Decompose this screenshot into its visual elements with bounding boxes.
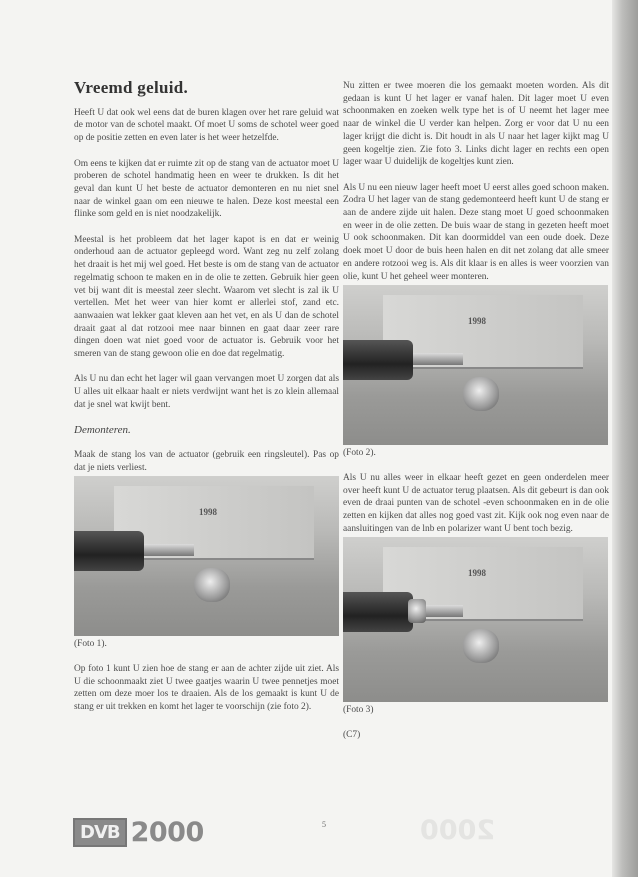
bleed-through-logo: 2000: [420, 815, 496, 846]
photo-caption: (Foto 3): [343, 705, 374, 716]
article-title: Vreemd geluid.: [74, 78, 189, 97]
photo-3: [343, 537, 608, 702]
paragraph: Heeft U dat ook wel eens dat de buren klagen over het rare geluid wat de motor van de schotel maakt. Of moet U soms de schotel weer goed op de positie zetten en even later is het weer hetzelfde.: [74, 107, 339, 144]
left-column: [74, 78, 339, 727]
photo-caption: (Foto 1).: [74, 639, 107, 650]
paragraph: Nu zitten er twee moeren die los gemaakt moeten worden. Als dit gedaan is kunt U het lager er vanaf halen. Dit lager moet U even schoonmaken en zoeken welk type het is of U neemt het lager mee naar de winkel die U verder kan helpen. Zorg er voor dat U nu een lager krijgt die dicht is. Dit houdt in als U naar het lager kijkt mag U geen kogeltje zien. Zie foto 3. Links dicht lager en rechts een open lager waar U duidelijk de kogeltjes kunt zien.: [343, 81, 609, 168]
photo-year-label: 1998: [199, 507, 217, 518]
page-edge-shadow: [612, 0, 638, 877]
paragraph: Als U nu dan echt het lager wil gaan vervangen moet U zorgen dat als U alles uit elkaar haalt er niets verdwijnt want het is zo klein allemaal dat je snel wat kwijt bent.: [74, 374, 339, 410]
author-credit: (C7): [343, 730, 361, 741]
paragraph: Op foto 1 kunt U zien hoe de stang er aan de achter zijde uit ziet. Als U die schoonmaakt ziet U twee gaatjes waarin U twee pennetjes moet zetten om deze moer los te draaien. Als de los gemaakt is kunt U de stang er uit trekken en komt het lager te voorschijn (zie foto 2).: [74, 664, 339, 713]
paragraph: Meestal is het probleem dat het lager kapot is en dat er weinig onderhoud aan de actuator gepleegd word. Want zeg nu zelf zolang het draait is het mij wel goed. Het beste is om de stang van de actuator regelmatig schoon te maken en in de olie te zetten. Gebruik hier geen vet bij want dit is meestal zeer slecht. Waarom vet slecht is zal ik U vertellen. Met het weer van hier komt er allerlei stof, zand etc. aanwaaien wat lekker gaat kleven aan het vet, en als U dan de schotel draait gaat al dat rotzooi mee naar binnen en gaat daar zeer rare dingen doen wat niet goed voor de actuator is. Gebruik voor het smeren van de stang gewoon olie en doe dat regelmatig.: [74, 234, 339, 360]
page-number: 5: [322, 820, 326, 829]
logo-year: 2000: [130, 817, 204, 848]
paragraph: Als U nu alles weer in elkaar heeft gezet en geen onderdelen meer over heeft kunt U de actuator terug plaatsen. Als dit gebeurt is dan ook even de draai punten van de schotel -even schoonmaken en in de olie zetten en kijken dat alles nog goed vast zit. Kijk ook nog even naar de aansluitingen van de lnb en polarizer want U bent toch bezig.: [343, 472, 609, 534]
right-column: [343, 80, 609, 754]
photo-caption: (Foto 2).: [343, 448, 376, 459]
photo-2: [343, 285, 608, 445]
subheading: Demonteren.: [74, 424, 131, 437]
paragraph: Als U nu een nieuw lager heeft moet U eerst alles goed schoon maken. Zodra U het lager van de stang gedemonteerd heeft kunt U de stang er aan de andere zijde uit halen. Deze stang moet U goed schoonmaken en weer in de olie zetten. De buis waar de stang in gezeten heeft moet U ook schoonmaken. Dit kan doormiddel van een oude doek. Deze doek moet U door de buis heen halen en dit net zolang dat alle smeer en andere rotzooi weg is. Als dit klaar is en alles is weer voorzien van olie, kunt U het geheel weer monteren.: [343, 182, 609, 282]
dvb2000-logo: [73, 817, 204, 848]
photo-year-label: 1998: [468, 316, 486, 327]
paragraph: Maak de stang los van de actuator (gebruik een ringsleutel). Pas op dat je niets verliest.: [74, 449, 339, 473]
logo-dvb: DVB: [73, 818, 127, 847]
photo-year-label: 1998: [468, 568, 486, 579]
photo-1: [74, 476, 339, 636]
paragraph: Om eens te kijken dat er ruimte zit op de stang van de actuator moet U proberen de schotel handmatig heen en weer te drukken. Is dit het geval dan kunt U het beste de actuator demonteren en nu niet snel naar de winkel gaan om een nieuwe te halen. Deze kost meestal een flinke som geld en is niet noodzakelijk.: [74, 158, 339, 220]
